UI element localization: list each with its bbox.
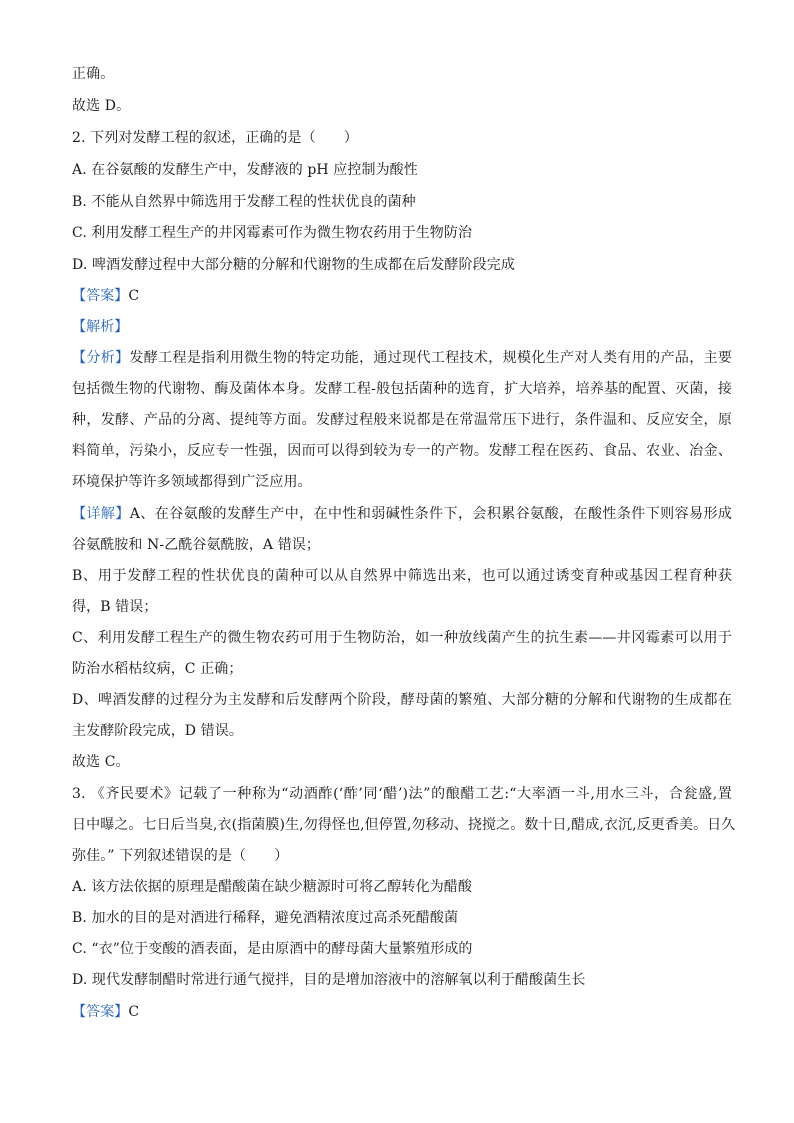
answer-tag: 【答案】 xyxy=(72,1004,129,1020)
answer-line: 【答案】C xyxy=(72,288,140,304)
paragraph-line: 【详解】A、在谷氨酸的发酵生产中，在中性和弱碱性条件下，会积累谷氨酸，在酸性条件下则容易形成 xyxy=(72,506,732,522)
analysis-heading xyxy=(72,317,732,337)
option-b: B. 加水的目的是对酒进行稀释，避免酒精浓度过高杀死醋酸菌 xyxy=(72,910,459,926)
text-line: 正确。 xyxy=(72,66,115,82)
paragraph-line: 包括微生物的代谢物、酶及菌体本身。发酵工程-般包括菌种的选育，扩大培养，培养基的配置、灭菌，接 xyxy=(72,381,732,397)
option-c: C. “衣”位于变酸的酒表面，是由原酒中的酵母菌大量繁殖形成的 xyxy=(72,941,473,957)
paragraph-line: 料简单，污染小，反应专一性强，因而可以得到较为专一的产物。发酵工程在医药、食品、农业、冶金、 xyxy=(72,443,732,459)
option-d: D. 啤酒发酵过程中大部分糖的分解和代谢物的生成都在后发酵阶段完成 xyxy=(72,257,515,273)
option-c: C. 利用发酵工程生产的井冈霉素可作为微生物农药用于生物防治 xyxy=(72,225,473,241)
option-a: A. 在谷氨酸的发酵生产中，发酵液的 pH 应控制为酸性 xyxy=(72,162,418,178)
paragraph-line: 故选 C。 xyxy=(72,754,130,770)
paragraph-line: B、用于发酵工程的性状优良的菌种可以从自然界中筛选出来，也可以通过诱变育种或基因工程育种获 xyxy=(72,568,732,584)
answer-line: 【答案】C xyxy=(72,1004,140,1020)
question-stem: 日中曝之。七日后当臭,衣(指菌膜)生,勿得怪也,但停置,勿移动、挠搅之。数十日,醋成,衣沉,反更香美。日久 xyxy=(72,817,736,833)
paragraph-line: 得，B 错误； xyxy=(72,599,158,615)
question-stem: 2. 下列对发酵工程的叙述，正确的是（ ） xyxy=(72,130,359,146)
paragraph-line: 种，发酵、产品的分离、提纯等方面。发酵过程般来说都是在常温常压下进行，条件温和、反应安全，原 xyxy=(72,412,732,428)
answer-tag: 【答案】 xyxy=(72,288,129,304)
question-stem: 弥佳。” 下列叙述错误的是（ ） xyxy=(72,848,289,864)
paragraph-line: 环境保护等许多领域都得到广泛应用。 xyxy=(72,474,312,490)
question-stem: 3. 《齐民要术》记载了一种称为“动酒酢(‘酢’同‘醋’)法”的酿醋工艺:“大率酒一斗,用水三斗，合瓮盛,置 xyxy=(72,786,732,802)
paragraph-line: C、利用发酵工程生产的微生物农药可用于生物防治，如一种放线菌产生的抗生素——井冈霉素可以用于 xyxy=(72,630,732,646)
paragraph-line: 防治水稻枯纹病，C 正确； xyxy=(72,661,243,677)
text-line: 故选 D。 xyxy=(72,98,131,114)
xiangjie-tag: 【详解】 xyxy=(72,506,130,522)
paragraph-line: D、啤酒发酵的过程分为主发酵和后发酵两个阶段，酵母菌的繁殖、大部分糖的分解和代谢物的生成都在 xyxy=(72,692,732,708)
option-b: B. 不能从自然界中筛选用于发酵工程的性状优良的菌种 xyxy=(72,194,416,210)
paragraph-line: 【分析】发酵工程是指利用微生物的特定功能，通过现代工程技术，规模化生产对人类有用的产品，主要 xyxy=(72,350,732,366)
fenxi-tag: 【分析】 xyxy=(72,350,130,366)
paragraph-line: 主发酵阶段完成，D 错误。 xyxy=(72,723,243,739)
option-a: A. 该方法依据的原理是醋酸菌在缺少糖源时可将乙醇转化为醋酸 xyxy=(72,879,473,895)
option-d: D. 现代发酵制醋时常进行通气搅拌，目的是增加溶液中的溶解氧以利于醋酸菌生长 xyxy=(72,972,586,988)
analysis-tag: 【解析】 xyxy=(72,319,129,335)
paragraph-line: 谷氨酰胺和 N-乙酰谷氨酰胺，A 错误； xyxy=(72,537,320,553)
